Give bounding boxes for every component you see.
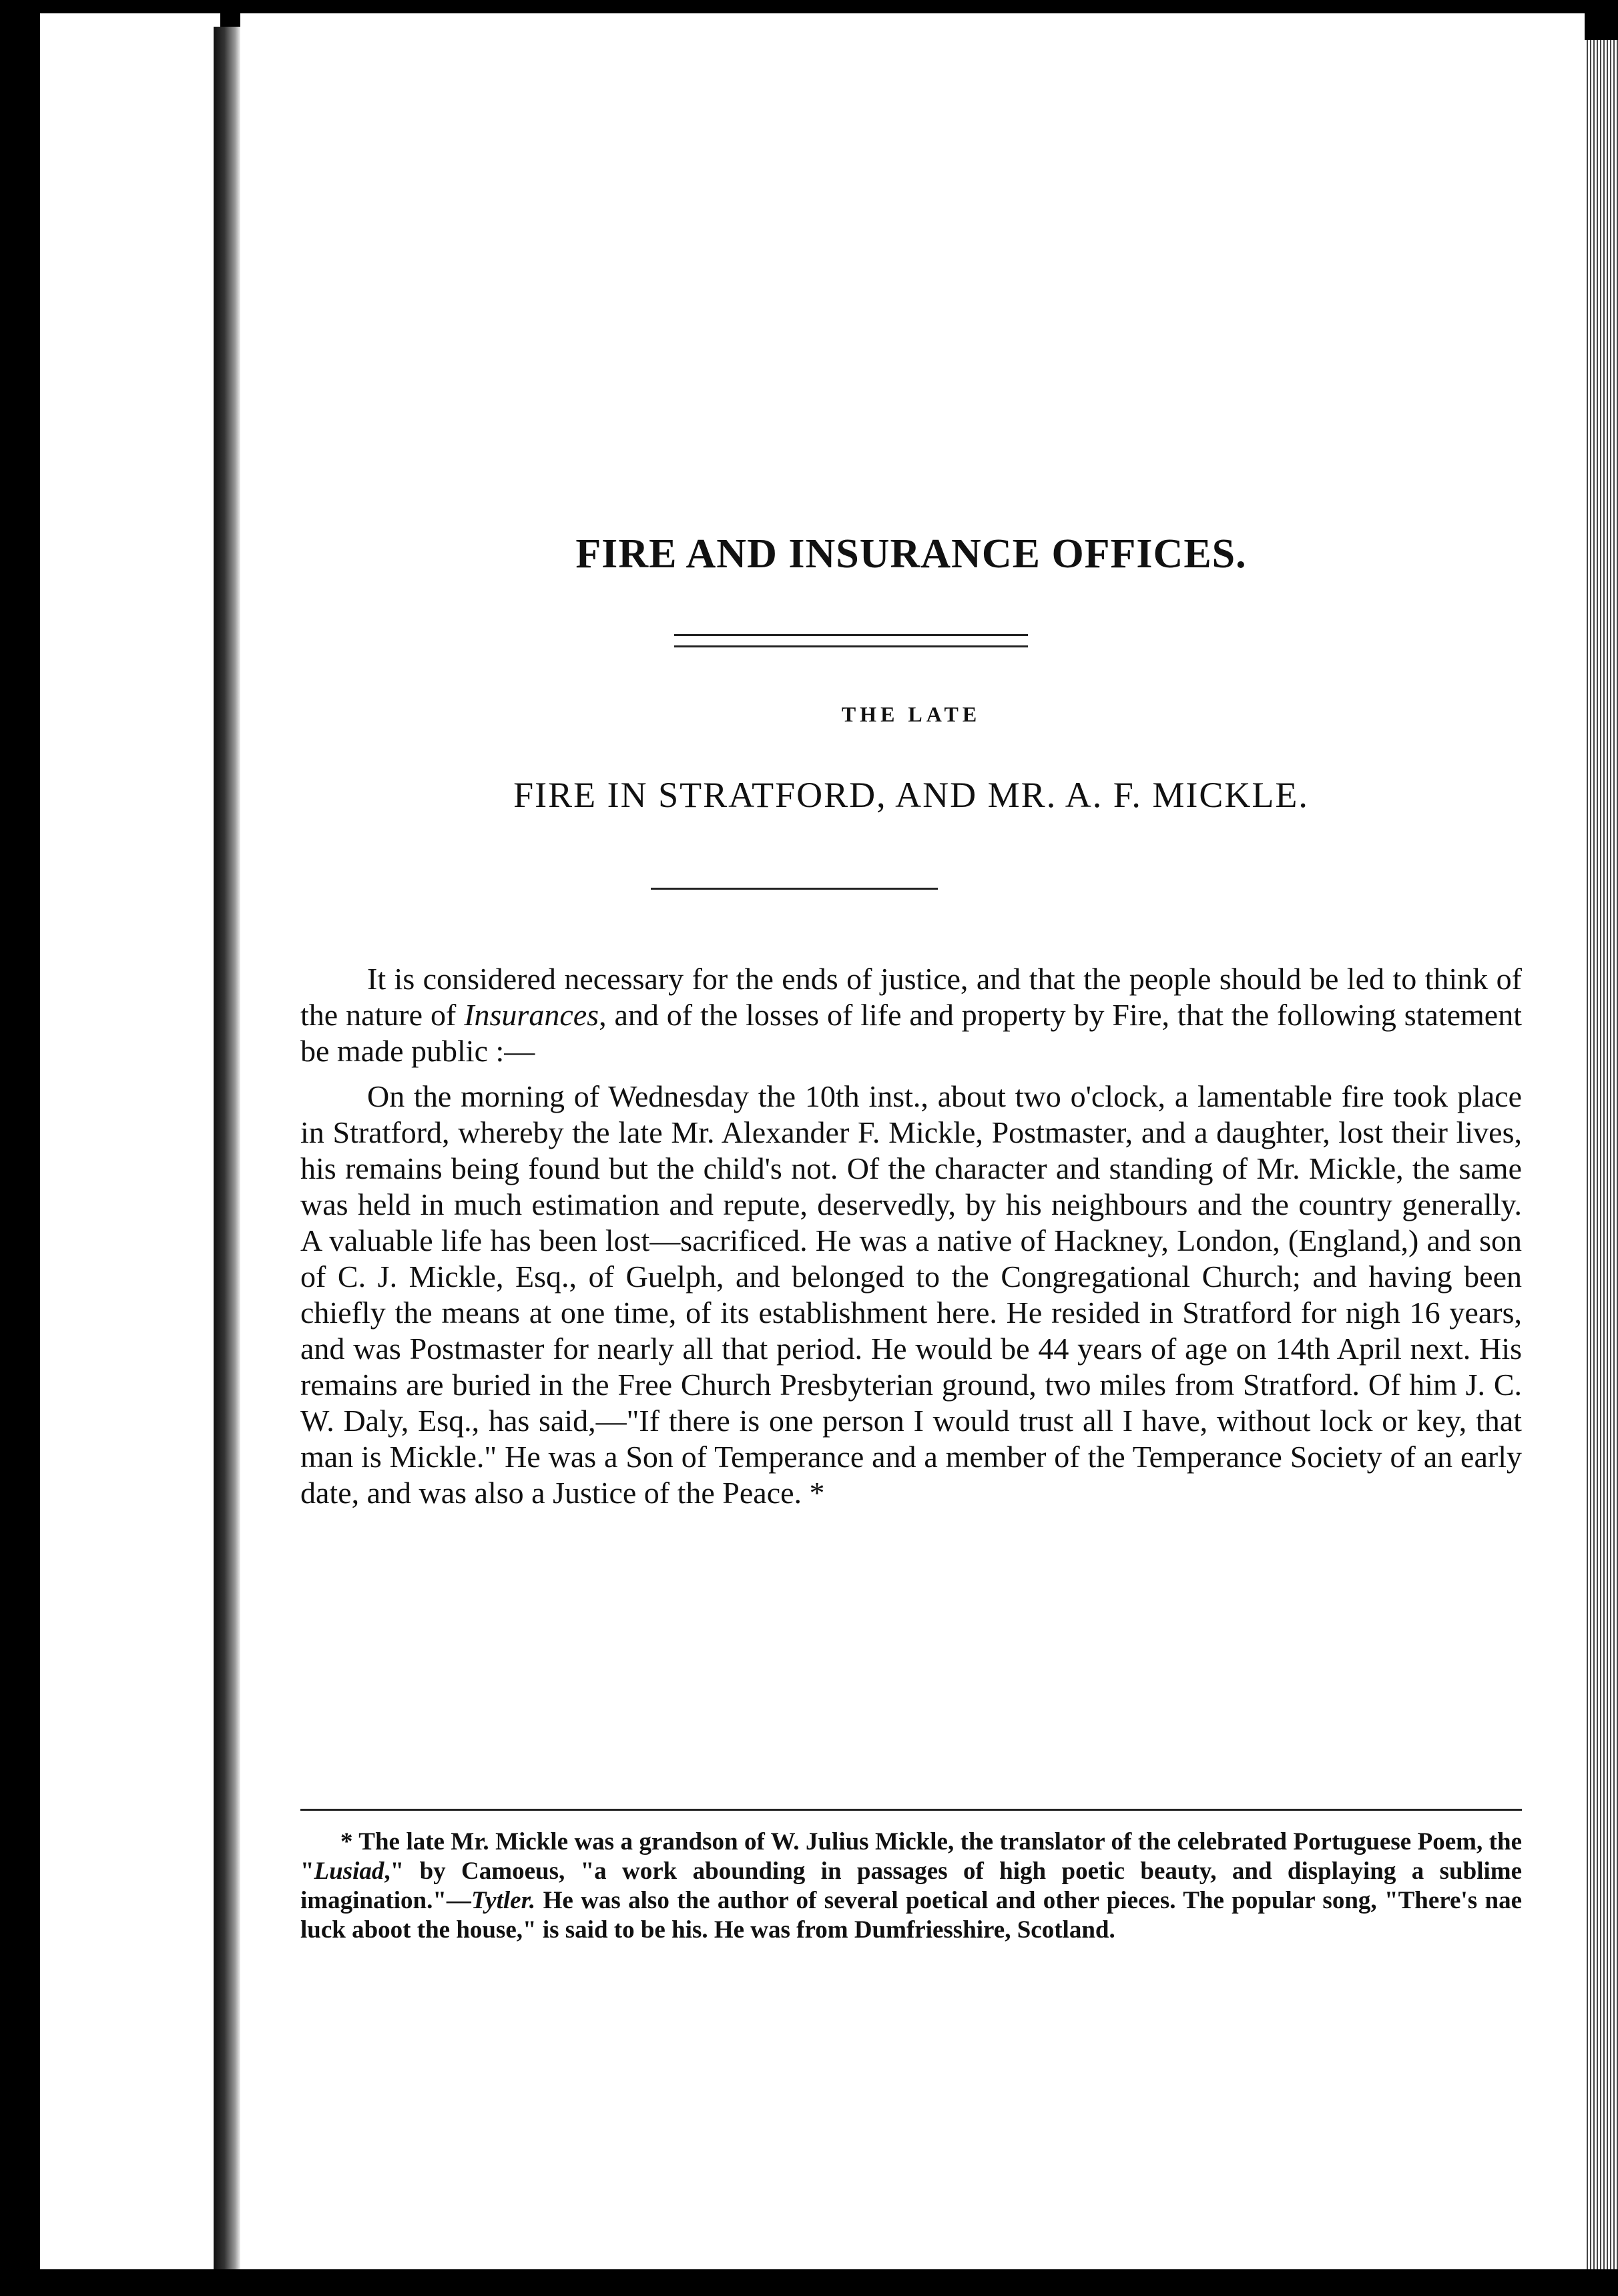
footnote-italic-lusiad: Lusiad — [314, 1857, 384, 1885]
paragraph-intro — [300, 961, 1522, 1069]
footnote-text — [300, 1827, 1522, 1945]
paragraph-intro-text-a: It is considered necessary for the ends of justice, and that the people should be led to think of the nature of — [300, 962, 1522, 1032]
paragraph-intro-italic: Insurances — [464, 998, 599, 1032]
article-title: FIRE IN STRATFORD, AND MR. A. F. MICKLE. — [513, 775, 1309, 815]
double-rule-divider — [674, 634, 1028, 647]
document-page — [240, 13, 1585, 2269]
footnote-italic-tytler: Tytler. — [471, 1887, 536, 1914]
article-body — [300, 961, 1522, 1520]
scan-top-edge — [0, 0, 1618, 13]
scan-left-edge — [0, 0, 40, 2296]
paragraph-intro-text-b: , and of the losses of life and property by Fire, that the following statement be made public :— — [300, 998, 1523, 1068]
rule-divider — [651, 888, 938, 890]
scan-bottom-edge — [0, 2269, 1618, 2296]
binding-shadow — [214, 27, 240, 2269]
paragraph-account: On the morning of Wednesday the 10th inst., about two o'clock, a lamentable fire took place in Stratford, whereby the late Mr. Alexander F. Mickle, Postmaster, and a daughter, lost their lives, his remains being found but the child's not. Of the character and standing of Mr. Mickle, the same was held in much estimation and repute, deservedly, by his neighbours and the country generally. A valuable life has been lost—sacrificed. He was a native of Hackney, London, (England,) and son of C. J. Mickle, Esq., of Guelph, and belonged to the Congregational Church; and having been chiefly the means at one time, of its establishment here. He resided in Stratford for nigh 16 years, and was Postmaster for nearly all that period. He would be 44 years of age on 14th April next. His remains are buried in the Free Church Presbyterian ground, two miles from Stratford. Of him J. C. W. Daly, Esq., has said,—"If there is one person I would trust all I have, without lock or key, that man is Mickle." He was a Son of Temperance and a member of the Temperance Society of an early date, and was also a Justice of the Peace. * — [300, 1079, 1522, 1510]
footnote-divider — [300, 1809, 1522, 1811]
page-edges — [1585, 40, 1618, 2269]
footnote-text-b: ," by Camoeus, "a work abounding in passages of high poetic beauty, and displaying a sublime imagination."— — [300, 1857, 1522, 1914]
page-title: FIRE AND INSURANCE OFFICES. — [575, 531, 1247, 577]
subheading-kicker: THE LATE — [841, 702, 981, 726]
footnote-text-c: He was also the author of several poetical and other pieces. The popular song, "There's nae luck aboot the house," is said to be his. He was from Dumfriesshire, Scotland. — [300, 1887, 1522, 1944]
left-facing-page-strip — [40, 13, 220, 2269]
footnote — [300, 1827, 1522, 1945]
footnote-text-a: * The late Mr. Mickle was a grandson of W. Julius Mickle, the translator of the celebrated Portuguese Poem, the " — [300, 1828, 1522, 1885]
